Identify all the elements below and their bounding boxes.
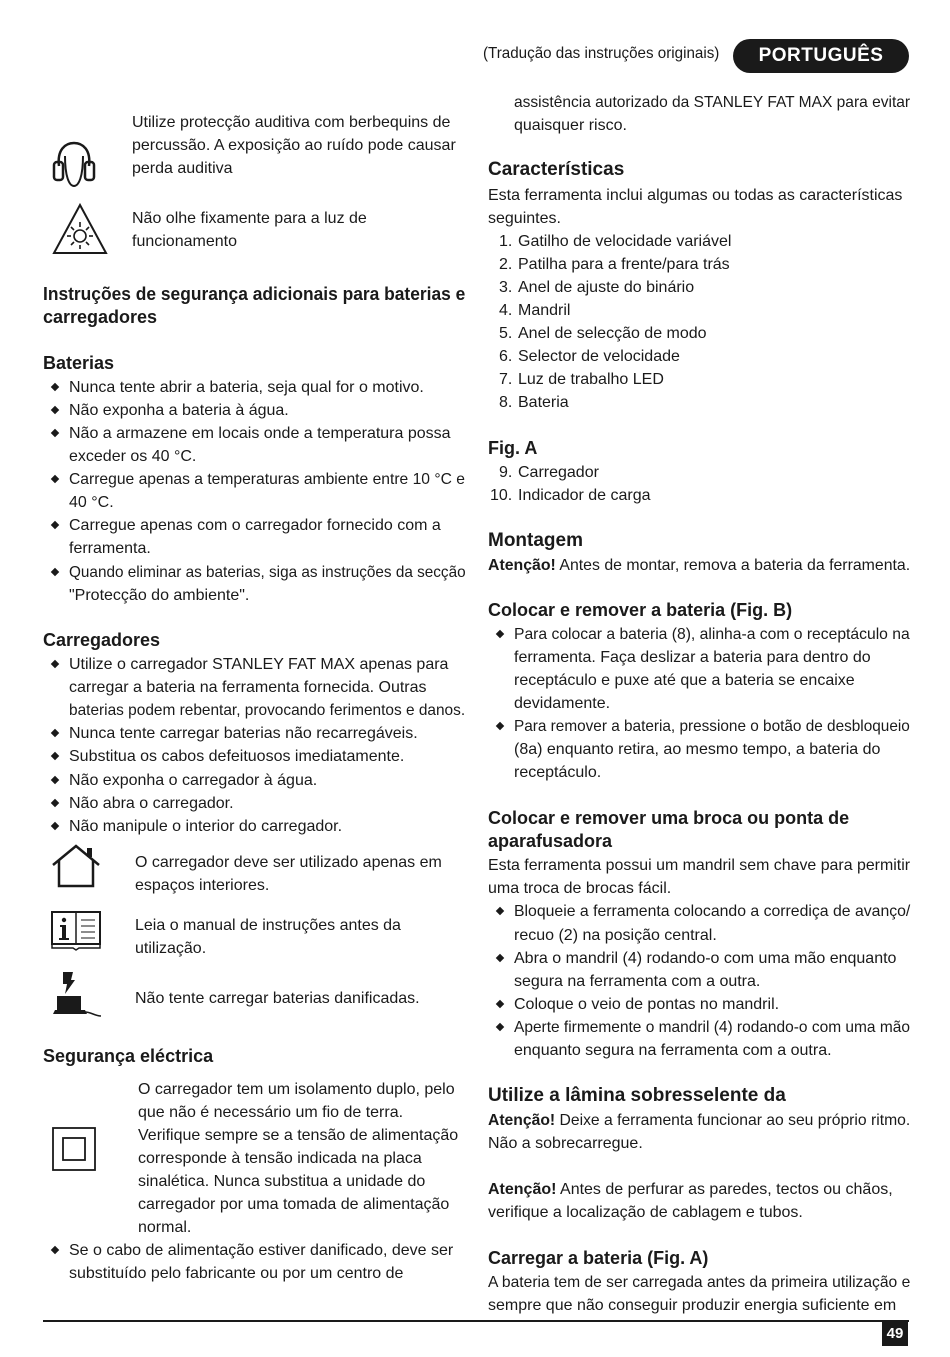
battery-step-2-line-3: receptáculo. bbox=[514, 764, 602, 781]
safety-heading-line-2: carregadores bbox=[43, 307, 158, 327]
battery-item-4-line-1: Carregue apenas a temperaturas ambiente entre 10 °C e bbox=[69, 471, 465, 488]
page-number: 49 bbox=[882, 1322, 908, 1346]
translation-note: (Tradução das instruções originais) bbox=[483, 45, 720, 62]
manual-line-2: utilização. bbox=[135, 940, 207, 957]
battery-item-4-line-2: 40 °C. bbox=[69, 494, 114, 511]
bullet-icon bbox=[51, 406, 60, 415]
bit-step-1-line-2: recuo (2) na posição central. bbox=[514, 927, 717, 944]
charger-item-6: Não manipule o interior do carregador. bbox=[69, 818, 343, 835]
double-insulation-icon bbox=[51, 1126, 97, 1172]
bullet-icon bbox=[496, 1000, 505, 1009]
language-badge: PORTUGUÊS bbox=[733, 39, 909, 73]
battery-step-1-line-1: Para colocar a bateria (8), alinha-a com o receptáculo na bbox=[514, 626, 910, 643]
feature-text: Anel de selecção de modo bbox=[518, 325, 707, 342]
blade-heading: Utilize a lâmina sobresselente da bbox=[488, 1085, 786, 1106]
feature-text: Luz de trabalho LED bbox=[518, 371, 664, 388]
double-insulation-line-2: que não é necessário um fio de terra. bbox=[138, 1104, 404, 1121]
bullet-icon bbox=[51, 429, 60, 438]
double-insulation-line-3: Verifique sempre se a tensão de alimentação bbox=[138, 1127, 459, 1144]
feature-num: 2. bbox=[499, 256, 513, 273]
fig-a-text: Carregador bbox=[518, 464, 599, 481]
battery-step-1-line-3: receptáculo e puxe até que a bateria se encaixe bbox=[514, 672, 855, 689]
charge-text-line-1: A bateria tem de ser carregada antes da primeira utilização e bbox=[488, 1274, 911, 1291]
bit-step-2-line-1: Abra o mandril (4) rodando-o com uma mão enquanto bbox=[514, 950, 897, 967]
battery-item-3-line-1: Não a armazene em locais onde a temperatura possa bbox=[69, 425, 451, 442]
battery-heading: Colocar e remover a bateria (Fig. B) bbox=[488, 600, 793, 620]
footer-rule bbox=[43, 1320, 909, 1322]
double-insulation-line-5: sinalética. Nunca substitua a unidade do bbox=[138, 1173, 426, 1190]
battery-item-3-line-2: exceder os 40 °C. bbox=[69, 448, 197, 465]
feature-num: 5. bbox=[499, 325, 513, 342]
charger-item-2: Nunca tente carregar baterias não recarregáveis. bbox=[69, 725, 418, 742]
bullet-icon bbox=[51, 752, 60, 761]
attention-label: Atenção! bbox=[488, 1112, 556, 1129]
feature-text: Gatilho de velocidade variável bbox=[518, 233, 732, 250]
bullet-icon bbox=[51, 521, 60, 530]
damaged-battery-text: Não tente carregar baterias danificadas. bbox=[135, 990, 420, 1007]
bullet-icon bbox=[51, 822, 60, 831]
bit-step-2-line-2: segura na ferramenta com a outra. bbox=[514, 973, 761, 990]
charger-item-5: Não abra o carregador. bbox=[69, 795, 234, 812]
feature-num: 6. bbox=[499, 348, 513, 365]
battery-item-5-line-2: ferramenta. bbox=[69, 540, 151, 557]
ear-protection-icon bbox=[51, 140, 97, 188]
bullet-icon bbox=[51, 660, 60, 669]
bullet-icon bbox=[51, 475, 60, 484]
battery-item-6-line-2: "Protecção do ambiente". bbox=[69, 587, 250, 604]
fig-a-text: Indicador de carga bbox=[518, 487, 651, 504]
battery-step-1-line-4: devidamente. bbox=[514, 695, 611, 712]
double-insulation-line-4: corresponde à tensão indicada na placa bbox=[138, 1150, 422, 1167]
assembly-heading: Montagem bbox=[488, 530, 583, 551]
battery-item-5-line-1: Carregue apenas com o carregador fornecido com a bbox=[69, 517, 441, 534]
double-insulation-line-7: normal. bbox=[138, 1219, 192, 1236]
light-warning-icon bbox=[51, 202, 109, 256]
blade-attention-2-text: Antes de perfurar as paredes, tectos ou chãos, bbox=[556, 1181, 893, 1198]
features-intro-line-1: Esta ferramenta inclui algumas ou todas as características bbox=[488, 187, 903, 204]
light-warning-line-1: Não olhe fixamente para a luz de bbox=[132, 210, 367, 227]
feature-num: 8. bbox=[499, 394, 513, 411]
batteries-heading: Baterias bbox=[43, 353, 115, 373]
bit-step-4-line-1: Aperte firmemente o mandril (4) rodando-o com uma mão bbox=[514, 1019, 910, 1036]
charge-text-line-2: sempre que não conseguir produzir energia suficiente em bbox=[488, 1297, 897, 1314]
double-insulation-line-1: O carregador tem um isolamento duplo, pelo bbox=[138, 1081, 455, 1098]
cable-line-1: Se o cabo de alimentação estiver danificado, deve ser bbox=[69, 1242, 454, 1259]
battery-item-2: Não exponha a bateria à água. bbox=[69, 402, 289, 419]
bullet-icon bbox=[51, 1246, 60, 1255]
bit-intro-line-2: uma troca de brocas fácil. bbox=[488, 880, 672, 897]
bullet-icon bbox=[496, 954, 505, 963]
assembly-text: Antes de montar, remova a bateria da ferramenta. bbox=[555, 557, 911, 574]
feature-num: 7. bbox=[499, 371, 513, 388]
feature-num: 3. bbox=[499, 279, 513, 296]
feature-text: Mandril bbox=[518, 302, 571, 319]
bullet-icon bbox=[51, 568, 60, 577]
fig-a-num: 10. bbox=[490, 487, 513, 504]
light-warning-line-2: funcionamento bbox=[132, 233, 237, 250]
indoor-line-1: O carregador deve ser utilizado apenas em bbox=[135, 854, 442, 871]
bit-step-3: Coloque o veio de pontas no mandril. bbox=[514, 996, 780, 1013]
double-insulation-line-6: carregador por uma tomada de alimentação bbox=[138, 1196, 450, 1213]
blade-attention-2-line-2: verifique a localização de cablagem e tubos. bbox=[488, 1204, 803, 1221]
feature-text: Selector de velocidade bbox=[518, 348, 680, 365]
blade-attention-2-line-1 bbox=[488, 1178, 893, 1201]
features-heading: Características bbox=[488, 159, 625, 180]
manual-line-1: Leia o manual de instruções antes da bbox=[135, 917, 401, 934]
blade-attention-1-line-2: Não a sobrecarregue. bbox=[488, 1135, 643, 1152]
features-intro-line-2: seguintes. bbox=[488, 210, 561, 227]
bullet-icon bbox=[496, 907, 505, 916]
charger-item-1-line-2: carregar a bateria na ferramenta fornecida. Outras bbox=[69, 679, 427, 696]
battery-step-2-line-1: Para remover a bateria, pressione o botão de desbloqueio bbox=[514, 718, 910, 735]
battery-item-6-line-1: Quando eliminar as baterias, siga as instruções da secção bbox=[69, 564, 466, 581]
feature-text: Patilha para a frente/para trás bbox=[518, 256, 730, 273]
chargers-heading: Carregadores bbox=[43, 630, 161, 650]
bit-step-4-line-2: enquanto segura na ferramenta com a outra. bbox=[514, 1042, 832, 1059]
ear-protection-line-3: perda auditiva bbox=[132, 160, 233, 177]
attention-label: Atenção! bbox=[488, 557, 556, 574]
fig-a-num: 9. bbox=[499, 464, 513, 481]
feature-text: Anel de ajuste do binário bbox=[518, 279, 695, 296]
feature-text: Bateria bbox=[518, 394, 569, 411]
continuation-line-2: quaisquer risco. bbox=[514, 117, 627, 134]
battery-item-1: Nunca tente abrir a bateria, seja qual for o motivo. bbox=[69, 379, 424, 396]
fig-a-heading: Fig. A bbox=[488, 438, 538, 458]
assembly-note bbox=[488, 554, 910, 577]
electric-safety-heading: Segurança eléctrica bbox=[43, 1046, 214, 1066]
blade-attention-1-text: Deixe a ferramenta funcionar ao seu próprio ritmo. bbox=[555, 1112, 911, 1129]
indoor-line-2: espaços interiores. bbox=[135, 877, 270, 894]
cable-line-2: substituído pelo fabricante ou por um centro de bbox=[69, 1265, 404, 1282]
bit-heading-line-2: aparafusadora bbox=[488, 831, 613, 851]
battery-step-1-line-2: ferramenta. Faça deslizar a bateria para dentro do bbox=[514, 649, 871, 666]
bit-heading-line-1: Colocar e remover uma broca ou ponta de bbox=[488, 808, 850, 828]
charge-heading: Carregar a bateria (Fig. A) bbox=[488, 1248, 709, 1268]
continuation-line-1: assistência autorizado da STANLEY FAT MAX para evitar bbox=[514, 94, 911, 111]
attention-label: Atenção! bbox=[488, 1181, 557, 1198]
read-manual-book-icon bbox=[49, 908, 103, 952]
bullet-icon bbox=[496, 1023, 505, 1032]
feature-num: 4. bbox=[499, 302, 513, 319]
safety-heading-line-1: Instruções de segurança adicionais para baterias e bbox=[43, 284, 466, 304]
bullet-icon bbox=[496, 722, 505, 731]
ear-protection-line-1: Utilize protecção auditiva com berbequins de bbox=[132, 114, 451, 131]
indoor-use-house-icon bbox=[51, 843, 101, 889]
ear-protection-line-2: percussão. A exposição ao ruído pode causar bbox=[132, 137, 456, 154]
bullet-icon bbox=[51, 799, 60, 808]
blade-attention-1-line-1 bbox=[488, 1109, 910, 1132]
bullet-icon bbox=[51, 383, 60, 392]
charger-item-1-line-3: baterias podem rebentar, provocando ferimentos e danos. bbox=[69, 702, 466, 719]
damaged-battery-icon bbox=[51, 968, 103, 1020]
bit-step-1-line-1: Bloqueie a ferramenta colocando a corrediça de avanço/ bbox=[514, 903, 911, 920]
bullet-icon bbox=[51, 729, 60, 738]
charger-item-3: Substitua os cabos defeituosos imediatamente. bbox=[69, 748, 405, 765]
battery-step-2-line-2: (8a) enquanto retira, ao mesmo tempo, a bateria do bbox=[514, 741, 881, 758]
bullet-icon bbox=[496, 630, 505, 639]
bit-intro-line-1: Esta ferramenta possui um mandril sem chave para permitir bbox=[488, 857, 911, 874]
charger-item-4: Não exponha o carregador à água. bbox=[69, 772, 318, 789]
bullet-icon bbox=[51, 776, 60, 785]
feature-num: 1. bbox=[499, 233, 513, 250]
charger-item-1-line-1: Utilize o carregador STANLEY FAT MAX apenas para bbox=[69, 656, 449, 673]
